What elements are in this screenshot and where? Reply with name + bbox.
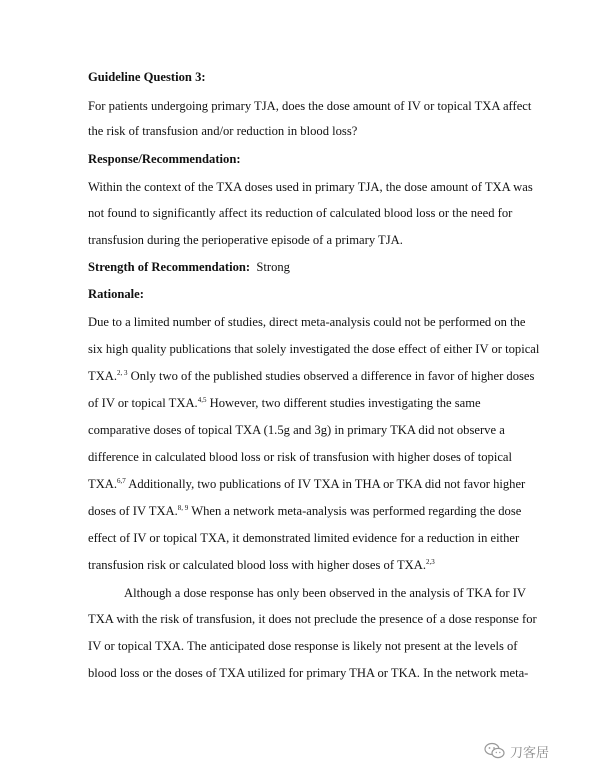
question-line-1: For patients undergoing primary TJA, does the dose amount of IV or topical TXA affect	[88, 99, 532, 113]
rationale-line-9: effect of IV or topical TXA, it demonstrated limited evidence for a reduction in either	[88, 531, 520, 545]
rationale-line-4: of IV or topical TXA.$^{4,5}$ However, two different studies investigating the same	[88, 396, 481, 410]
citation-superscript: 4,5	[197, 396, 207, 404]
citation-superscript: 2,3	[426, 558, 435, 566]
question-line-2: the risk of transfusion and/or reduction in blood loss?	[88, 124, 358, 138]
guideline-question-heading: Guideline Question 3:	[88, 70, 206, 84]
rationale-line-3: TXA.$^{2, 3}$ Only two of the published studies observed a difference in favor of higher doses	[88, 369, 535, 383]
watermark	[484, 740, 549, 762]
rationale-line-7: TXA.$^{6,7}$ Additionally, two publications of IV TXA in THA or TKA did not favor higher	[88, 477, 526, 491]
rationale-line-5: comparative doses of topical TXA (1.5g and 3g) in primary TKA did not observe a	[88, 423, 505, 437]
paragraph2-line-1: Although a dose response has only been observed in the analysis of TKA for IV	[124, 586, 526, 600]
citation-superscript: 2, 3	[117, 369, 128, 377]
rationale-line-6: difference in calculated blood loss or risk of transfusion with higher doses of topical	[88, 450, 512, 464]
paragraph2-line-2: TXA with the risk of transfusion, it does not preclude the presence of a dose response for	[88, 612, 537, 626]
rationale-line-10: transfusion risk or calculated blood loss with higher doses of TXA.$^{2,3}$	[88, 558, 435, 572]
response-heading: Response/Recommendation:	[88, 152, 241, 166]
response-line-2: not found to significantly affect its reduction of calculated blood loss or the need for	[88, 206, 513, 220]
paragraph2-line-4: blood loss or the doses of TXA utilized for primary THA or TKA. In the network meta-	[88, 666, 529, 680]
rationale-heading: Rationale:	[88, 287, 144, 301]
rationale-line-2: six high quality publications that solely investigated the dose effect of either IV or topical	[88, 342, 540, 356]
strength-of-recommendation	[88, 260, 290, 275]
watermark-text: 刀客居	[510, 745, 550, 761]
citation-superscript: 8, 9	[177, 504, 189, 512]
strength-label: Strength of Recommendation:	[88, 260, 251, 274]
wechat-icon	[484, 742, 506, 760]
rationale-line-1: Due to a limited number of studies, direct meta-analysis could not be performed on the	[88, 315, 526, 329]
citation-superscript: 6,7	[117, 477, 126, 485]
rationale-line-8: doses of IV TXA.$^{8, 9}$ When a network meta-analysis was performed regarding the dose	[88, 504, 522, 518]
strength-value: Strong	[256, 260, 290, 274]
response-line-3: transfusion during the perioperative episode of a primary TJA.	[88, 233, 403, 247]
paragraph2-line-3: IV or topical TXA. The anticipated dose response is likely not present at the levels of	[88, 639, 518, 653]
response-line-1: Within the context of the TXA doses used in primary TJA, the dose amount of TXA was	[88, 180, 533, 194]
